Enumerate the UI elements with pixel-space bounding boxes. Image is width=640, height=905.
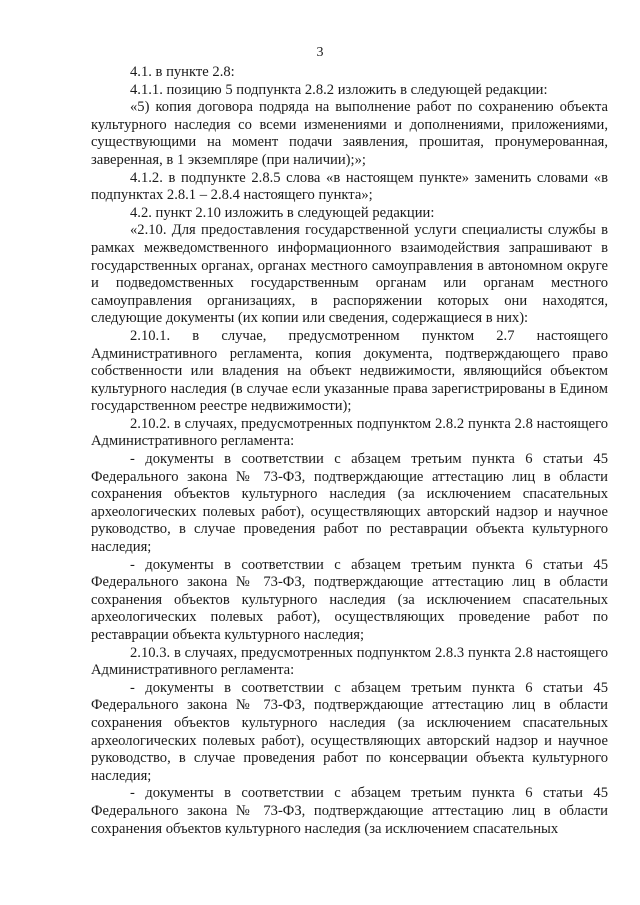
page-number: 3 xyxy=(316,45,324,60)
paragraph: 4.1.2. в подпункте 2.8.5 слова «в настоящем пункте» заменить словами «в подпунктах 2.8.1 – 2.8.4 настоящего пункта»; xyxy=(91,169,608,204)
paragraph: - документы в соответствии с абзацем третьим пункта 6 статьи 45 Федерального закона № 73-ФЗ, подтверждающие аттестацию лиц в области сохранения объектов культурного наследия (за исключением спасательных xyxy=(91,785,608,837)
paragraph: «5) копия договора подряда на выполнение работ по сохранению объекта культурного наследия со всеми изменениями и дополнениями, приложениями, существующими на момент подачи заявления, прошитая, пронумерованная, заверенная, в 1 экземпляре (при наличии);»; xyxy=(91,99,608,168)
paragraph: - документы в соответствии с абзацем третьим пункта 6 статьи 45 Федерального закона № 73-ФЗ, подтверждающие аттестацию лиц в области сохранения объектов культурного наследия (за исключением спасательных археологических полевых работ), осуществляющих проведение работ по реставрации объекта культурного наследия; xyxy=(91,556,608,643)
paragraph: 2.10.1. в случае, предусмотренном пунктом 2.7 настоящего Административного регламента, копия документа, подтверждающего право собственности или владения на объект недвижимости, являющийся объектом культурного наследия (в случае если указанные права зарегистрированы в Едином государственном реестре недвижимости); xyxy=(91,327,608,415)
paragraph: 4.1.1. позицию 5 подпункта 2.8.2 изложить в следующей редакции: xyxy=(130,81,548,98)
paragraph: «2.10. Для предоставления государственной услуги специалисты службы в рамках межведомственного информационного взаимодействия запрашивают в государственных органах, органах местного самоуправления в автономном округе и подведомственных государственным органам или органам местного самоуправления организациях, в распоряжении которых они находятся, следующие документы (их копии или сведения, содержащиеся в них): xyxy=(91,222,608,327)
paragraph: 4.1. в пункте 2.8: xyxy=(130,64,235,80)
paragraph: 2.10.2. в случаях, предусмотренных подпунктом 2.8.2 пункта 2.8 настоящего Административного регламента: xyxy=(91,415,608,450)
document-body xyxy=(91,64,608,838)
paragraph: - документы в соответствии с абзацем третьим пункта 6 статьи 45 Федерального закона № 73-ФЗ, подтверждающие аттестацию лиц в области сохранения объектов культурного наследия (за исключением спасательных археологических полевых работ), осуществляющих авторский надзор и научное руководство, в случае проведения работ по консервации объекта культурного наследия; xyxy=(91,679,608,784)
paragraph: - документы в соответствии с абзацем третьим пункта 6 статьи 45 Федерального закона № 73-ФЗ, подтверждающие аттестацию лиц в области сохранения объектов культурного наследия (за исключением спасательных археологических полевых работ), осуществляющих авторский надзор и научное руководство, в случае проведения работ по реставрации объекта культурного наследия; xyxy=(91,451,608,556)
paragraph: 4.2. пункт 2.10 изложить в следующей редакции: xyxy=(130,204,435,221)
paragraph: 2.10.3. в случаях, предусмотренных подпунктом 2.8.3 пункта 2.8 настоящего Административного регламента: xyxy=(91,644,608,679)
